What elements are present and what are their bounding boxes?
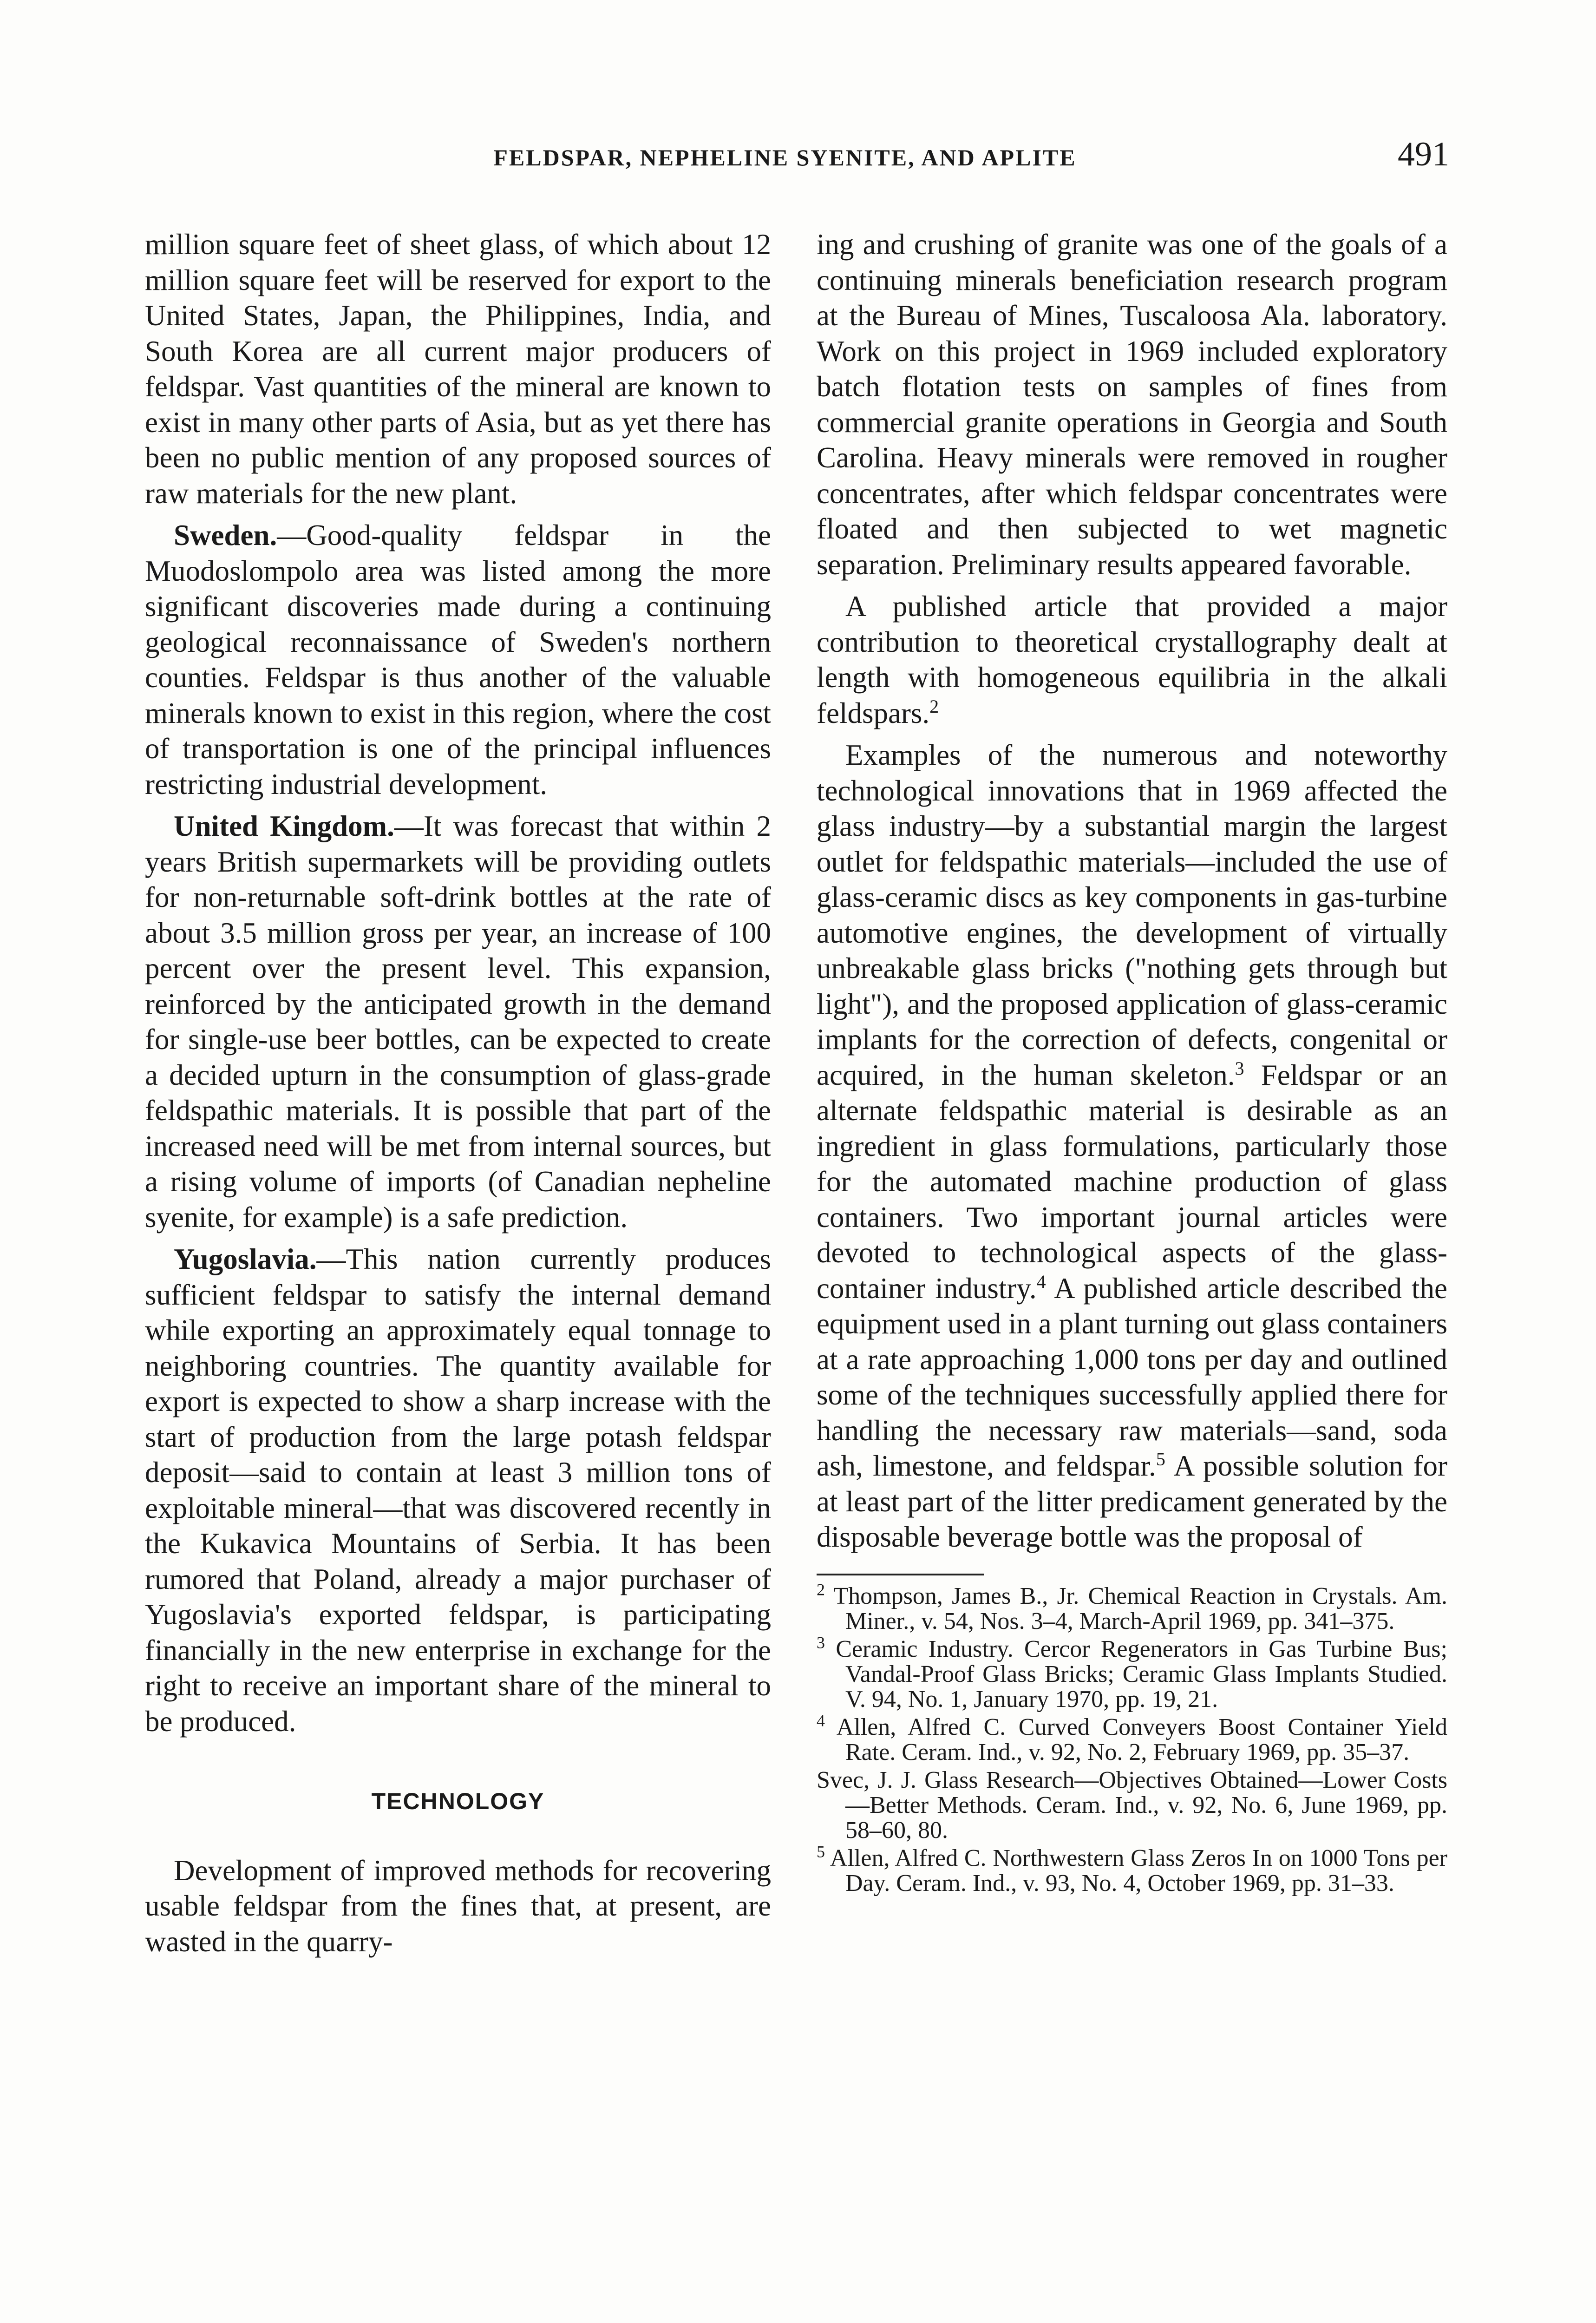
- footnote-divider: [817, 1574, 984, 1575]
- page-number: 491: [1398, 135, 1449, 173]
- footnote-reference: 2: [929, 696, 939, 717]
- paragraph-text: Examples of the numerous and noteworthy technological innovations that in 1969 affected the glass industry—by a substantial margin the largest outlet for feldspathic materials—included the use of glass-ceramic discs as key components in gas-turbine automotive engines, the development of virtually unbreakable glass bricks ("nothing gets through but light"), and the proposed application of glass-ceramic implants for the correction of defects, congenital or acquired, in the human skeleton.: [817, 739, 1447, 1091]
- footnote-reference: 4: [1036, 1271, 1046, 1292]
- footnote-mark: 4: [817, 1711, 825, 1730]
- running-title: FELDSPAR, NEPHELINE SYENITE, AND APLITE: [493, 144, 1077, 171]
- footnote-text: Allen, Alfred C. Curved Conveyers Boost Container Yield Rate. Ceram. Ind., v. 92, No. 2, February 1969, pp. 35–37.: [836, 1713, 1447, 1765]
- paragraph-sweden: [145, 518, 771, 802]
- footnote-reference: 5: [1156, 1449, 1165, 1470]
- paragraph: ing and crushing of granite was one of the goals of a continuing minerals beneficiation research program at the Bureau of Mines, Tuscaloosa Ala. laboratory. Work on this project in 1969 included exploratory batch flotation tests on samples of fines from commercial granite operations in Georgia and South Carolina. Heavy minerals were removed in rougher concentrates, after which feldspar concentrates were floated and then subjected to wet magnetic separation. Preliminary results appeared favorable.: [817, 228, 1447, 581]
- footnote-mark: 3: [817, 1633, 825, 1652]
- left-column: [145, 227, 771, 1966]
- footnote: [817, 1768, 1447, 1843]
- footnote: [817, 1842, 1447, 1896]
- footnote-text: Svec, J. J. Glass Research—Objectives Obtained—Lower Costs—Better Methods. Ceram. Ind., v. 92, No. 6, June 1969, pp. 58–60, 80.: [817, 1766, 1447, 1844]
- paragraph-text: —This nation currently produces sufficient feldspar to satisfy the internal demand while exporting an approximately equal tonnage to neighboring countries. The quantity available for export is expected to show a sharp increase with the start of production from the large potash feldspar deposit—said to contain at least 3 million tons of exploitable mineral—that was discovered recently in the Kukavica Mountains of Serbia. It has been rumored that Poland, already a major purchaser of Yugoslavia's exported feldspar, is participating financially in the new enterprise in exchange for the right to receive an important share of the mineral to be produced.: [145, 1243, 771, 1738]
- paragraph-yugoslavia: [145, 1241, 771, 1739]
- footnote-text: Allen, Alfred C. Northwestern Glass Zeros In on 1000 Tons per Day. Ceram. Ind., v. 93, No. 4, October 1969, pp. 31–33.: [830, 1844, 1447, 1896]
- section-heading-technology: TECHNOLOGY: [371, 1788, 545, 1814]
- footnotes: [817, 1580, 1447, 1896]
- footnote-mark: 5: [817, 1842, 825, 1861]
- paragraph-text: A published article described the equipment used in a plant turning out glass containers at a rate approaching 1,000 tons per day and outlined some of the techniques successfully applied there for handling the necessary raw materials—sand, soda ash, limestone, and feldspar.: [817, 1272, 1447, 1482]
- footnote-reference: 3: [1235, 1057, 1244, 1079]
- paragraph-text: A possible solution for at least part of the litter predicament generated by the disposable beverage bottle was the proposal of: [817, 1450, 1447, 1553]
- country-heading-united-kingdom: United Kingdom.: [174, 810, 394, 842]
- paragraph: million square feet of sheet glass, of which about 12 million square feet will be reserved for export to the United States, Japan, the Philippines, India, and South Korea are all current major producers of feldspar. Vast quantities of the mineral are known to exist in many other parts of Asia, but as yet there has been no public mention of any proposed sources of raw materials for the new plant.: [145, 228, 771, 510]
- country-heading-sweden: Sweden.: [174, 519, 277, 551]
- paragraph-text: Feldspar or an alternate feldspathic material is desirable as an ingredient in glass formulations, particularly those for the automated machine production of glass containers. Two important journal articles were devoted to technological aspects of the glass-container industry.: [817, 1058, 1447, 1305]
- footnote: [817, 1633, 1447, 1713]
- paragraph-text: A published article that provided a major contribution to theoretical crystallography dealt at length with homogeneous equilibria in the alkali feldspars.: [817, 590, 1447, 729]
- paragraph-text: —It was forecast that within 2 years British supermarkets will be providing outlets for non-returnable soft-drink bottles at the rate of about 3.5 million gross per year, an increase of 100 percent over the present level. This expansion, reinforced by the anticipated growth in the demand for single-use beer bottles, can be expected to create a decided upturn in the consumption of glass-grade feldspathic materials. It is possible that part of the increased need will be met from internal sources, but a rising volume of imports (of Canadian nepheline syenite, for example) is a safe prediction.: [145, 810, 771, 1234]
- paragraph-text: —Good-quality feldspar in the Muodoslompolo area was listed among the more significant discoveries made during a continuing geological reconnaissance of Sweden's northern counties. Feldspar is thus another of the valuable minerals known to exist in this region, where the cost of transportation is one of the principal influences restricting industrial development.: [145, 519, 771, 801]
- paragraph-united-kingdom: [145, 808, 771, 1235]
- footnote: [817, 1580, 1447, 1634]
- footnote-text: Ceramic Industry. Cercor Regenerators in Gas Turbine Bus; Vandal-Proof Glass Bricks; Ceramic Glass Implants Studied. V. 94, No. 1, January 1970, pp. 19, 21.: [836, 1635, 1447, 1713]
- paragraph: [817, 737, 1447, 1555]
- right-column: [817, 227, 1447, 1899]
- paragraph-technology: Development of improved methods for recovering usable feldspar from the fines that, at present, are wasted in the quarry-: [145, 1854, 771, 1958]
- footnote-mark: 2: [817, 1580, 825, 1599]
- footnote: [817, 1711, 1447, 1765]
- paragraph: [817, 589, 1447, 731]
- country-heading-yugoslavia: Yugoslavia.: [174, 1243, 317, 1275]
- footnote-text: Thompson, James B., Jr. Chemical Reaction in Crystals. Am. Miner., v. 54, Nos. 3–4, March-April 1969, pp. 341–375.: [833, 1582, 1447, 1634]
